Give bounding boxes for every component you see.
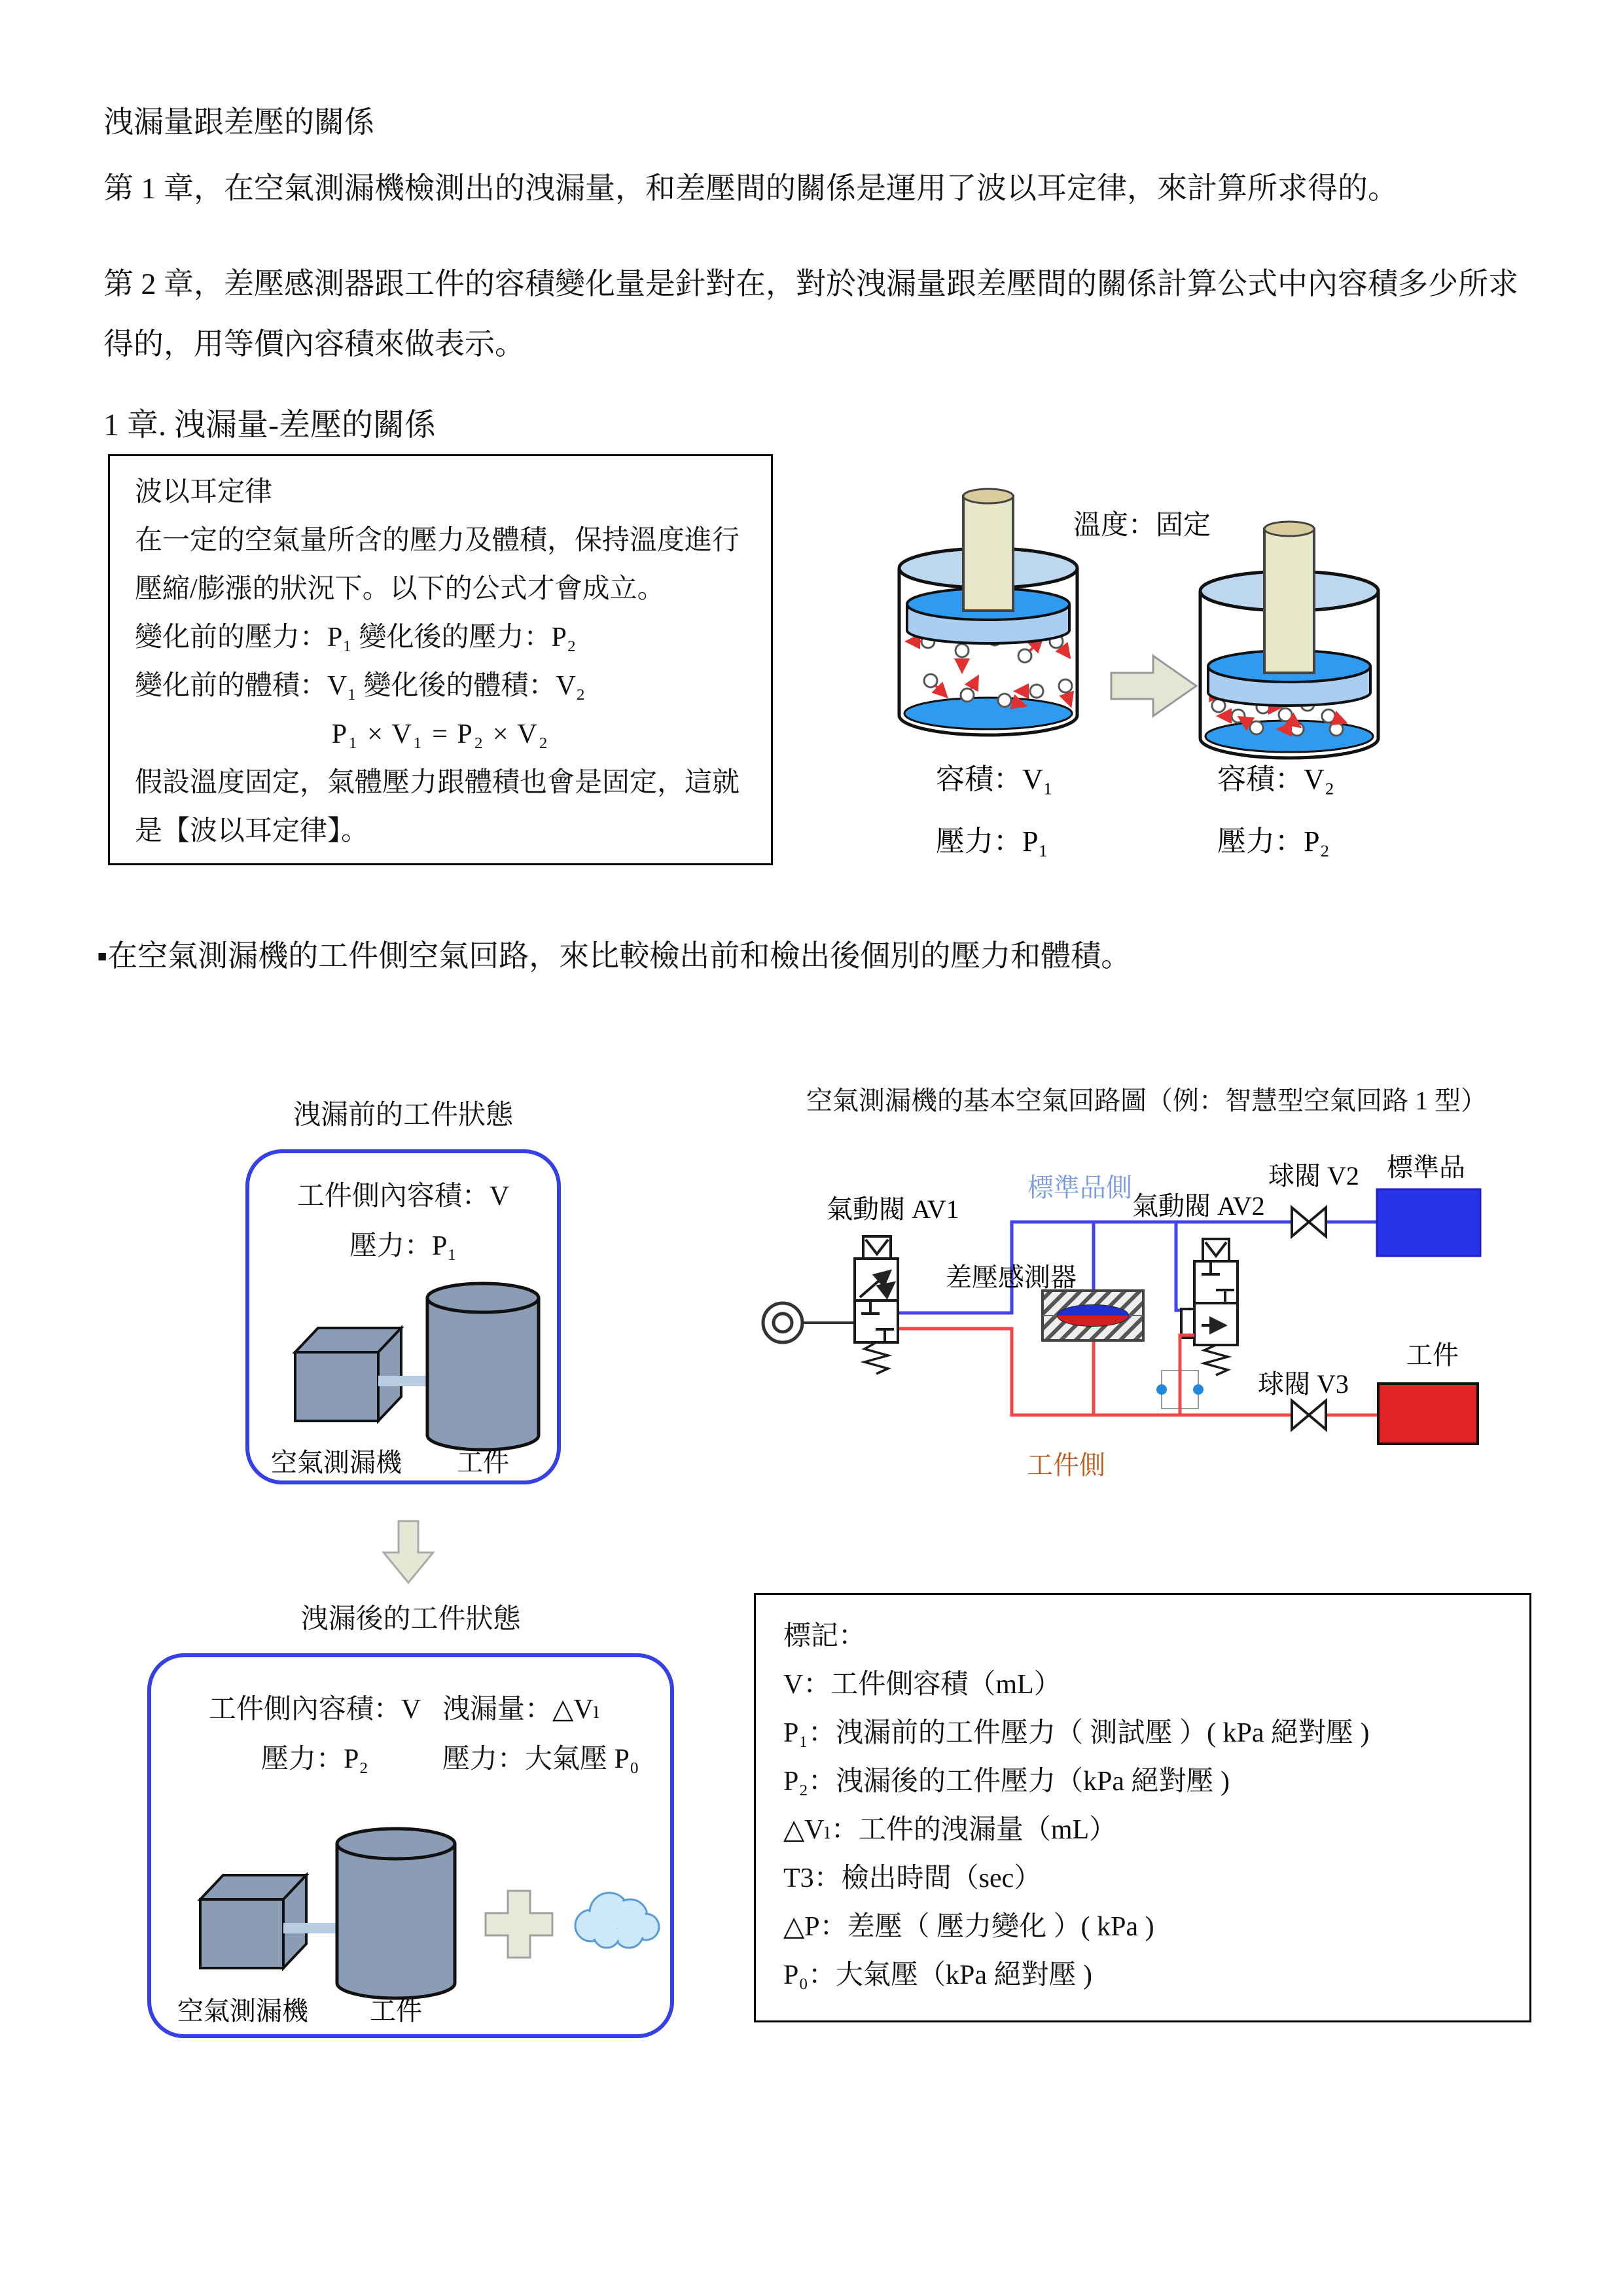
piston-rod (1264, 529, 1314, 673)
air-source-icon (763, 1303, 855, 1342)
pipe-connector (378, 1376, 428, 1386)
state-after-leak: 洩漏量：△Vₗ (442, 1695, 600, 1725)
work-side-label: 工件側 (1027, 1450, 1105, 1480)
valve-av2-label: 氣動閥 AV2 (1132, 1191, 1265, 1221)
legend-title: 標記： (783, 1621, 866, 1651)
state-after-pressure: 壓力：P₂ (260, 1744, 368, 1774)
valve-av1-label: 氣動閥 AV1 (827, 1194, 959, 1224)
legend-item: P₁：洩漏前的工件壓力（ 測試壓 ）( kPa 絕對壓 ) (783, 1718, 1370, 1748)
boyle-title: 波以耳定律 (135, 477, 273, 507)
down-arrow-icon (382, 1520, 435, 1585)
state-before-drawing (249, 1261, 557, 1478)
bullet-note: ▪在空氣測漏機的工件側空氣回路，來比較檢出前和檢出後個別的壓力和體積。 (97, 939, 1132, 973)
doc-title: 洩漏量跟差壓的關係 (103, 105, 374, 139)
state-before-volume: 工件側內容積：V (296, 1181, 510, 1211)
legend-item: T3：檢出時間（sec） (783, 1863, 1042, 1893)
left-pressure-label: 壓力：P₁ (936, 825, 1048, 857)
dp-sensor-icon (1043, 1291, 1143, 1340)
ball-valve-v2-label: 球閥 V2 (1268, 1161, 1359, 1191)
boyle-formula: P₁ × V₁ = P₂ × V₂ (331, 719, 550, 749)
left-volume-label: 容積：V₁ (936, 763, 1054, 795)
air-circuit-diagram (753, 1113, 1571, 1538)
chapter2-summary: 第 2 章，差壓感測器跟工件的容積變化量是針對在，對於洩漏量跟差壓間的關係計算公式中內容積多少所求得的，用等價內容積來做表示。 (103, 267, 1518, 361)
boyle-pressure-line: 變化前的壓力：P₁ 變化後的壓力：P₂ (135, 622, 577, 653)
circuit-title: 空氣測漏機的基本空氣回路圖（例：智慧型空氣回路 1 型） (806, 1086, 1487, 1115)
chapter1-summary: 第 1 章，在空氣測漏機檢測出的洩漏量，和差壓間的關係是運用了波以耳定律，來計算所求得的。 (103, 171, 1398, 205)
state-after-drawing (151, 1795, 670, 2030)
legend-box (754, 1593, 1531, 2022)
dp-sensor-label: 差壓感測器 (946, 1263, 1077, 1292)
boyle-body2: 假設溫度固定，氣體壓力跟體積也會是固定，這就是【波以耳定律】。 (135, 768, 740, 846)
valve-av2-icon (1181, 1239, 1238, 1375)
state-after-leak-pressure: 壓力：大氣壓 P₀ (442, 1744, 639, 1774)
piston-rod (963, 496, 1013, 611)
state-before-title: 洩漏前的工件狀態 (293, 1100, 513, 1130)
gas-pool (1205, 721, 1373, 752)
piston-figure (870, 470, 1571, 863)
standard-volume-box (1377, 1189, 1480, 1256)
machine-label: 空氣測漏機 (271, 1448, 402, 1477)
right-pressure-label: 壓力：P₂ (1217, 825, 1330, 857)
boyle-volume-line: 變化前的體積：V₁ 變化後的體積：V₂ (135, 671, 586, 701)
ball-valve-v3-icon (1292, 1401, 1326, 1429)
ball-valve-v3-label: 球閥 V3 (1258, 1369, 1349, 1399)
ball-valve-v2-icon (1292, 1208, 1326, 1236)
temperature-label: 溫度：固定 (1073, 511, 1211, 541)
standard-label: 標準品 (1387, 1153, 1465, 1182)
leak-cloud-icon (575, 1893, 659, 1948)
bypass-orifice-icon (1156, 1335, 1204, 1415)
pipe-connector (283, 1923, 336, 1933)
boyle-law-box (108, 454, 773, 865)
legend-item: V：工件側容積（mL） (783, 1670, 1061, 1700)
boyle-body1: 在一定的空氣量所含的壓力及體積，保持溫度進行壓縮/膨漲的狀況下。以下的公式才會成立。 (135, 526, 740, 604)
right-volume-label: 容積：V₂ (1217, 763, 1335, 795)
chapter1-heading: 1 章. 洩漏量-差壓的關係 (103, 408, 436, 442)
state-before-box (245, 1149, 561, 1484)
gas-pool (904, 698, 1072, 729)
valve-av1-icon (855, 1236, 898, 1374)
standard-side-label: 標準品側 (1027, 1173, 1132, 1202)
work-label: 工件 (370, 1996, 422, 2026)
work-label: 工件 (1406, 1340, 1459, 1370)
state-after-box (147, 1653, 674, 2038)
work-cylinder (427, 1283, 539, 1450)
state-after-title: 洩漏後的工件狀態 (300, 1604, 521, 1634)
legend-item: △P：差壓（ 壓力變化 ）( kPa ) (783, 1912, 1154, 1942)
legend-item: △Vₗ：工件的洩漏量（mL） (783, 1815, 1117, 1845)
plus-icon (486, 1891, 552, 1958)
legend-item: P₀：大氣壓（kPa 絕對壓 ) (783, 1960, 1092, 1990)
work-volume-box (1378, 1384, 1478, 1444)
beaker-after (1200, 522, 1378, 758)
legend-item: P₂：洩漏後的工件壓力（kPa 絕對壓 ) (783, 1767, 1230, 1797)
work-label: 工件 (457, 1448, 509, 1477)
work-cylinder (337, 1829, 455, 1998)
machine-label: 空氣測漏機 (177, 1996, 308, 2026)
state-before-pressure: 壓力：P₁ (349, 1231, 457, 1261)
beaker-before (899, 489, 1077, 735)
state-after-volume: 工件側內容積：V (208, 1695, 421, 1725)
right-arrow-icon (1111, 656, 1196, 716)
